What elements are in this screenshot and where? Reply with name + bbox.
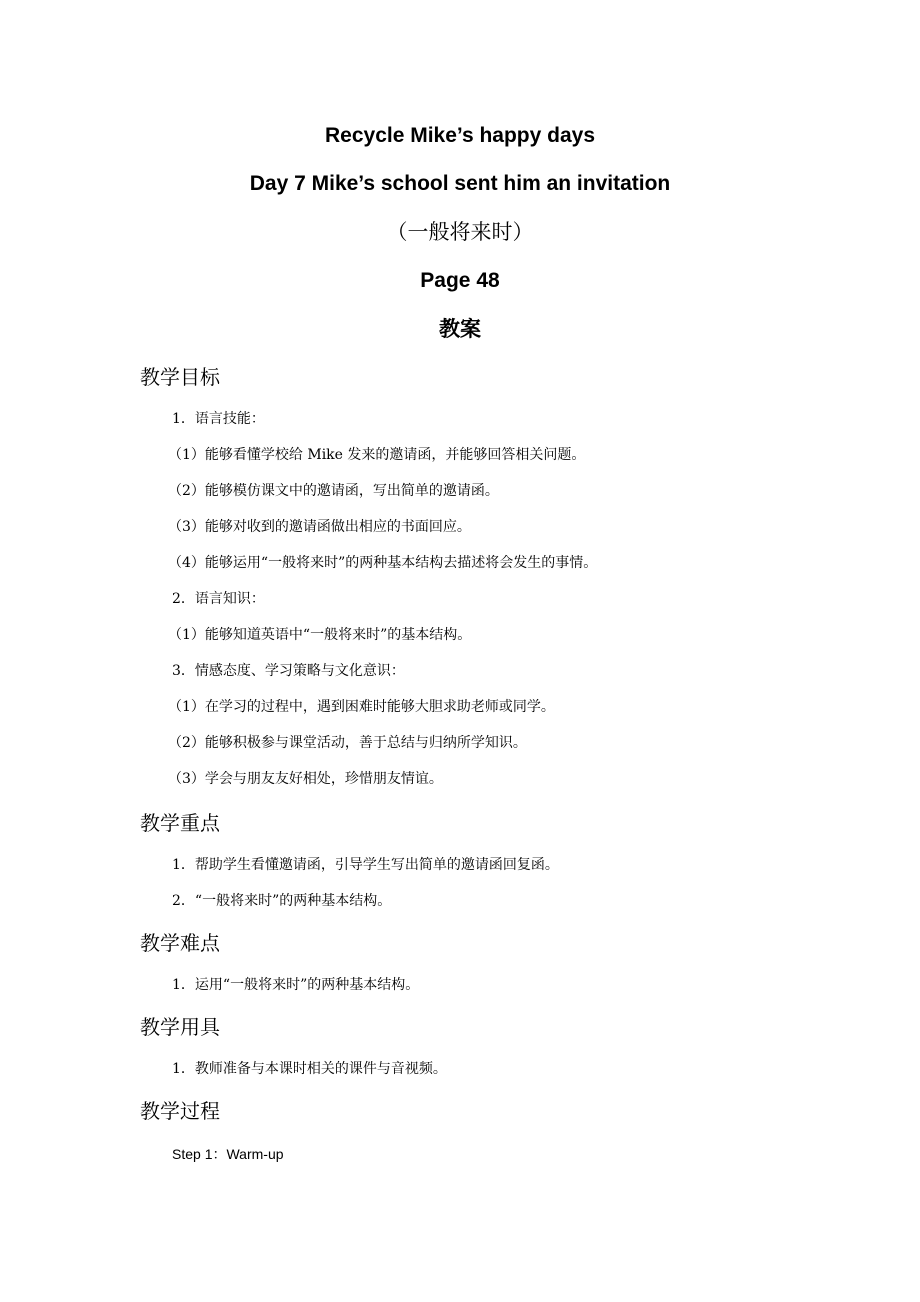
list-item: 2．“一般将来时”的两种基本结构。 <box>172 893 392 909</box>
section-heading: 教学用具 <box>140 1015 220 1039</box>
section-heading: 教学过程 <box>140 1099 220 1123</box>
list-item: （3）能够对收到的邀请函做出相应的书面回应。 <box>168 519 471 535</box>
lesson-plan-label: 教案 <box>439 317 481 341</box>
list-item: （1）能够看懂学校给 Mike 发来的邀请函，并能够回答相关问题。 <box>168 447 586 463</box>
list-item: 2．语言知识： <box>172 591 265 607</box>
list-item: 1．帮助学生看懂邀请函，引导学生写出简单的邀请函回复函。 <box>172 857 559 873</box>
list-item: 1．教师准备与本课时相关的课件与音视频。 <box>172 1061 447 1077</box>
section-heading: 教学重点 <box>140 811 220 835</box>
list-item: （1）能够知道英语中“一般将来时”的基本结构。 <box>168 627 472 643</box>
list-item: 1．语言技能： <box>172 411 265 427</box>
document-subtitle: Day 7 Mike’s school sent him an invitation <box>249 172 671 195</box>
tense-label: （一般将来时） <box>386 220 534 244</box>
page-reference: Page 48 <box>420 269 500 292</box>
list-item: 1．运用“一般将来时”的两种基本结构。 <box>172 977 420 993</box>
list-item: （3）学会与朋友友好相处，珍惜朋友情谊。 <box>168 771 443 787</box>
section-heading: 教学目标 <box>140 365 220 389</box>
list-item: Step 1：Warm-up <box>172 1146 284 1162</box>
section-heading: 教学难点 <box>140 931 220 955</box>
list-item: （4）能够运用“一般将来时”的两种基本结构去描述将会发生的事情。 <box>168 555 598 571</box>
list-item: 3．情感态度、学习策略与文化意识： <box>172 663 405 679</box>
document-title: Recycle Mike’s happy days <box>324 124 596 147</box>
list-item: （2）能够模仿课文中的邀请函，写出简单的邀请函。 <box>168 483 499 499</box>
list-item: （2）能够积极参与课堂活动，善于总结与归纳所学知识。 <box>168 735 527 751</box>
list-item: （1）在学习的过程中，遇到困难时能够大胆求助老师或同学。 <box>168 699 555 715</box>
